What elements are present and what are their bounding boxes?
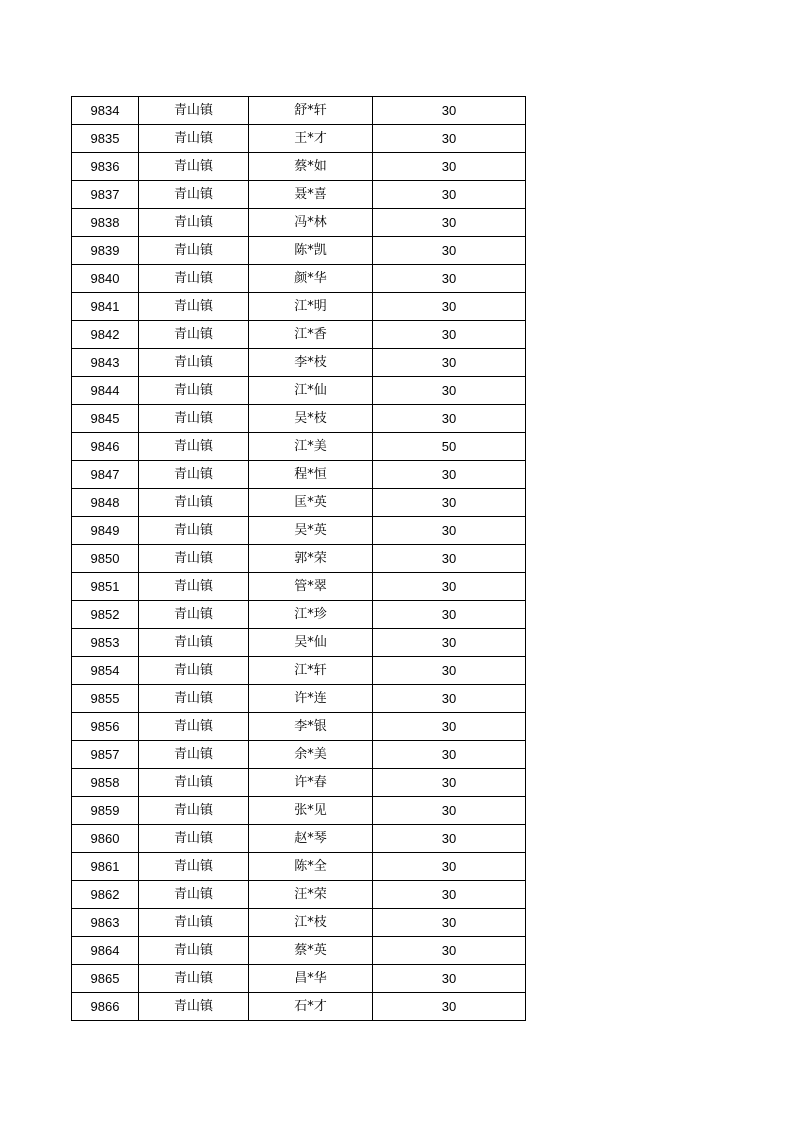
name-cell: 石*才: [249, 993, 373, 1021]
id-cell: 9850: [72, 545, 139, 573]
town-cell: 青山镇: [139, 573, 249, 601]
town-cell: 青山镇: [139, 377, 249, 405]
town-cell: 青山镇: [139, 881, 249, 909]
id-cell: 9851: [72, 573, 139, 601]
name-cell: 张*见: [249, 797, 373, 825]
town-cell: 青山镇: [139, 237, 249, 265]
table-row: [72, 153, 526, 181]
amount-cell: 30: [373, 377, 526, 405]
id-cell: 9837: [72, 181, 139, 209]
town-cell: 青山镇: [139, 909, 249, 937]
name-cell: 许*春: [249, 769, 373, 797]
amount-cell: 30: [373, 405, 526, 433]
table-row: [72, 209, 526, 237]
table-row: [72, 405, 526, 433]
id-cell: 9855: [72, 685, 139, 713]
name-cell: 江*明: [249, 293, 373, 321]
data-table: [71, 96, 526, 1021]
name-cell: 李*枝: [249, 349, 373, 377]
id-cell: 9857: [72, 741, 139, 769]
table-row: [72, 601, 526, 629]
amount-cell: 30: [373, 461, 526, 489]
name-cell: 冯*林: [249, 209, 373, 237]
id-cell: 9849: [72, 517, 139, 545]
table-row: [72, 657, 526, 685]
name-cell: 余*美: [249, 741, 373, 769]
amount-cell: 30: [373, 517, 526, 545]
id-cell: 9848: [72, 489, 139, 517]
id-cell: 9840: [72, 265, 139, 293]
name-cell: 蔡*英: [249, 937, 373, 965]
id-cell: 9841: [72, 293, 139, 321]
town-cell: 青山镇: [139, 853, 249, 881]
amount-cell: 50: [373, 433, 526, 461]
amount-cell: 30: [373, 713, 526, 741]
amount-cell: 30: [373, 965, 526, 993]
table-row: [72, 489, 526, 517]
town-cell: 青山镇: [139, 769, 249, 797]
amount-cell: 30: [373, 489, 526, 517]
table-row: [72, 909, 526, 937]
id-cell: 9856: [72, 713, 139, 741]
amount-cell: 30: [373, 881, 526, 909]
amount-cell: 30: [373, 937, 526, 965]
town-cell: 青山镇: [139, 433, 249, 461]
amount-cell: 30: [373, 797, 526, 825]
town-cell: 青山镇: [139, 489, 249, 517]
amount-cell: 30: [373, 181, 526, 209]
town-cell: 青山镇: [139, 349, 249, 377]
name-cell: 江*仙: [249, 377, 373, 405]
table-row: [72, 265, 526, 293]
town-cell: 青山镇: [139, 601, 249, 629]
name-cell: 王*才: [249, 125, 373, 153]
id-cell: 9846: [72, 433, 139, 461]
table-row: [72, 573, 526, 601]
id-cell: 9838: [72, 209, 139, 237]
amount-cell: 30: [373, 209, 526, 237]
amount-cell: 30: [373, 825, 526, 853]
id-cell: 9843: [72, 349, 139, 377]
table-row: [72, 713, 526, 741]
name-cell: 江*香: [249, 321, 373, 349]
town-cell: 青山镇: [139, 405, 249, 433]
town-cell: 青山镇: [139, 685, 249, 713]
id-cell: 9836: [72, 153, 139, 181]
id-cell: 9847: [72, 461, 139, 489]
town-cell: 青山镇: [139, 713, 249, 741]
table-row: [72, 237, 526, 265]
name-cell: 昌*华: [249, 965, 373, 993]
town-cell: 青山镇: [139, 937, 249, 965]
table-row: [72, 797, 526, 825]
table-row: [72, 965, 526, 993]
name-cell: 蔡*如: [249, 153, 373, 181]
table-row: [72, 545, 526, 573]
amount-cell: 30: [373, 293, 526, 321]
table-row: [72, 433, 526, 461]
name-cell: 吴*仙: [249, 629, 373, 657]
name-cell: 汪*荣: [249, 881, 373, 909]
id-cell: 9858: [72, 769, 139, 797]
table-row: [72, 993, 526, 1021]
town-cell: 青山镇: [139, 517, 249, 545]
amount-cell: 30: [373, 909, 526, 937]
table-row: [72, 125, 526, 153]
name-cell: 颜*华: [249, 265, 373, 293]
town-cell: 青山镇: [139, 797, 249, 825]
town-cell: 青山镇: [139, 321, 249, 349]
table-row: [72, 461, 526, 489]
town-cell: 青山镇: [139, 265, 249, 293]
amount-cell: 30: [373, 993, 526, 1021]
table-body: [72, 97, 526, 1021]
amount-cell: 30: [373, 601, 526, 629]
id-cell: 9859: [72, 797, 139, 825]
amount-cell: 30: [373, 545, 526, 573]
id-cell: 9839: [72, 237, 139, 265]
id-cell: 9866: [72, 993, 139, 1021]
town-cell: 青山镇: [139, 993, 249, 1021]
town-cell: 青山镇: [139, 629, 249, 657]
town-cell: 青山镇: [139, 741, 249, 769]
amount-cell: 30: [373, 685, 526, 713]
amount-cell: 30: [373, 125, 526, 153]
table-row: [72, 349, 526, 377]
id-cell: 9860: [72, 825, 139, 853]
id-cell: 9854: [72, 657, 139, 685]
town-cell: 青山镇: [139, 209, 249, 237]
town-cell: 青山镇: [139, 545, 249, 573]
amount-cell: 30: [373, 657, 526, 685]
table-row: [72, 321, 526, 349]
town-cell: 青山镇: [139, 181, 249, 209]
name-cell: 吴*枝: [249, 405, 373, 433]
id-cell: 9864: [72, 937, 139, 965]
town-cell: 青山镇: [139, 657, 249, 685]
id-cell: 9834: [72, 97, 139, 125]
name-cell: 江*枝: [249, 909, 373, 937]
amount-cell: 30: [373, 265, 526, 293]
name-cell: 程*恒: [249, 461, 373, 489]
town-cell: 青山镇: [139, 965, 249, 993]
name-cell: 陈*全: [249, 853, 373, 881]
amount-cell: 30: [373, 321, 526, 349]
amount-cell: 30: [373, 769, 526, 797]
table-row: [72, 181, 526, 209]
id-cell: 9845: [72, 405, 139, 433]
id-cell: 9865: [72, 965, 139, 993]
id-cell: 9862: [72, 881, 139, 909]
town-cell: 青山镇: [139, 97, 249, 125]
name-cell: 江*轩: [249, 657, 373, 685]
name-cell: 李*银: [249, 713, 373, 741]
id-cell: 9835: [72, 125, 139, 153]
amount-cell: 30: [373, 349, 526, 377]
name-cell: 舒*轩: [249, 97, 373, 125]
table-row: [72, 937, 526, 965]
name-cell: 陈*凯: [249, 237, 373, 265]
town-cell: 青山镇: [139, 293, 249, 321]
town-cell: 青山镇: [139, 461, 249, 489]
id-cell: 9853: [72, 629, 139, 657]
amount-cell: 30: [373, 153, 526, 181]
table-row: [72, 881, 526, 909]
name-cell: 江*珍: [249, 601, 373, 629]
amount-cell: 30: [373, 741, 526, 769]
amount-cell: 30: [373, 629, 526, 657]
name-cell: 吴*英: [249, 517, 373, 545]
table-row: [72, 769, 526, 797]
table-row: [72, 97, 526, 125]
name-cell: 聂*喜: [249, 181, 373, 209]
name-cell: 赵*琴: [249, 825, 373, 853]
table-row: [72, 853, 526, 881]
table-row: [72, 377, 526, 405]
table-row: [72, 685, 526, 713]
amount-cell: 30: [373, 237, 526, 265]
name-cell: 匡*英: [249, 489, 373, 517]
town-cell: 青山镇: [139, 153, 249, 181]
amount-cell: 30: [373, 97, 526, 125]
id-cell: 9863: [72, 909, 139, 937]
amount-cell: 30: [373, 853, 526, 881]
town-cell: 青山镇: [139, 125, 249, 153]
name-cell: 许*连: [249, 685, 373, 713]
id-cell: 9842: [72, 321, 139, 349]
id-cell: 9844: [72, 377, 139, 405]
name-cell: 江*美: [249, 433, 373, 461]
amount-cell: 30: [373, 573, 526, 601]
name-cell: 郭*荣: [249, 545, 373, 573]
table-row: [72, 741, 526, 769]
name-cell: 管*翠: [249, 573, 373, 601]
town-cell: 青山镇: [139, 825, 249, 853]
id-cell: 9861: [72, 853, 139, 881]
table-row: [72, 293, 526, 321]
table-row: [72, 629, 526, 657]
table-row: [72, 825, 526, 853]
id-cell: 9852: [72, 601, 139, 629]
table-row: [72, 517, 526, 545]
